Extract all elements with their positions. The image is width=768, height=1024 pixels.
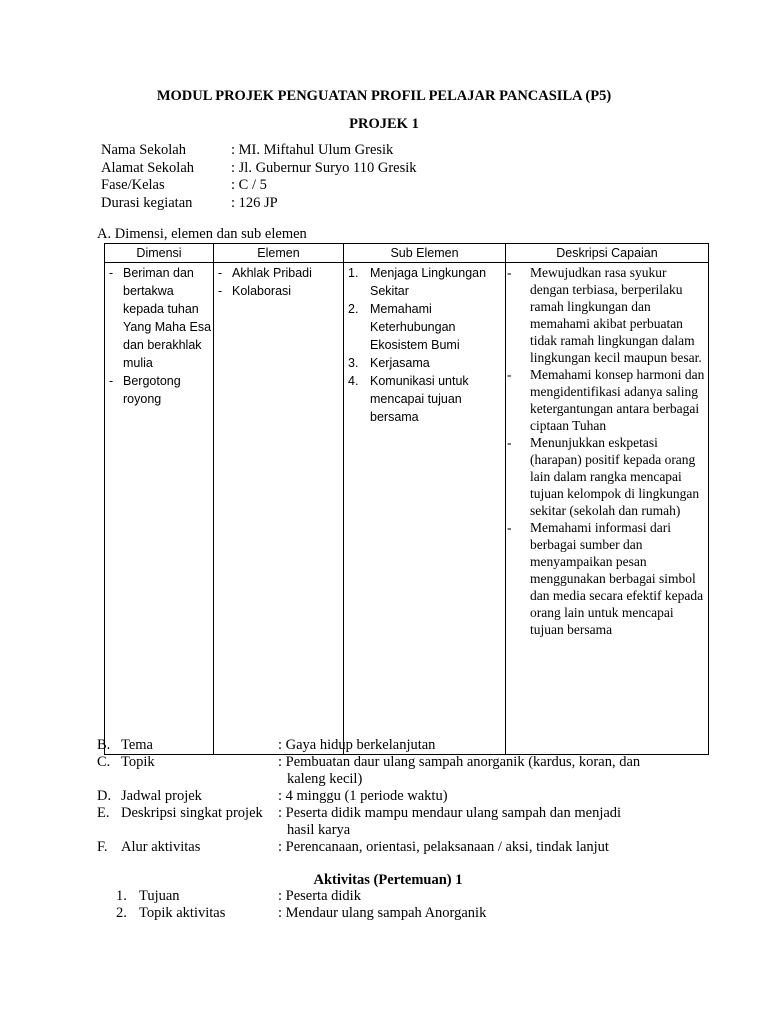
list-item: - Akhlak Pribadi [214,264,343,282]
header-sub-elemen: Sub Elemen [344,244,506,263]
item-number: 3. [348,356,359,370]
section-key: D. [97,788,112,804]
header-dimensi: Dimensi [105,244,214,263]
cell-dimensi [105,263,214,755]
section-label: Alur aktivitas [121,839,201,855]
section-label: Jadwal projek [121,788,202,804]
list-item: - Kolaborasi [214,282,343,300]
cell-elemen [214,263,344,755]
section-value-wrap [278,754,717,788]
list-item: - Memahami informasi dari berbagai sumber dan menyampaikan pesan menggunakan berbagai simbol dan media secara efektif kepada orang lain untuk mencapai tujuan bersama [506,519,708,638]
item-text: Menjaga Lingkungan Sekitar [370,266,487,298]
activity-value: : Peserta didik [278,888,361,904]
section-value: : Gaya hidup berkelanjutan [278,737,436,753]
info-label: Nama Sekolah [101,142,186,158]
cell-sub-elemen [344,263,506,755]
item-number: 4. [348,374,359,388]
info-value: : C / 5 [231,177,267,193]
activity-number: 1. [116,888,127,904]
info-row-school-address [101,160,621,178]
section-schedule [97,788,717,805]
section-value-wrap [278,805,717,839]
list-item: - Bergotong royong [105,372,213,408]
info-label: Fase/Kelas [101,177,165,193]
item-number: 2. [348,302,359,316]
list-item: - Beriman dan bertakwa kepada tuhan Yang Maha Esa dan berakhlak mulia [105,264,213,372]
info-value: : Jl. Gubernur Suryo 110 Gresik [231,159,417,176]
info-row-school-name [101,142,621,160]
section-a-heading: A. Dimensi, elemen dan sub elemen [97,226,307,242]
section-value-continued: kaleng kecil) [287,771,363,787]
section-activity-flow [97,839,717,856]
list-item [344,354,505,372]
info-value: : MI. Miftahul Ulum Gresik [231,142,394,158]
info-label: Durasi kegiatan [101,194,193,211]
dimension-table [104,243,709,755]
section-value-wrap [278,788,717,805]
section-value: : Perencanaan, orientasi, pelaksanaan / aksi, tindak lanjut [278,839,609,855]
header-elemen: Elemen [214,244,344,263]
section-label: Topik [121,754,155,770]
section-value-wrap [278,839,717,856]
activity-row [113,905,713,922]
activity-label: Topik aktivitas [139,905,226,921]
info-row-duration [101,195,621,213]
project-subtitle: PROJEK 1 [349,116,419,132]
section-key: F. [97,839,108,855]
table-header-row [105,244,709,263]
section-key: E. [97,805,110,821]
activity-row [113,888,713,905]
header-deskripsi-capaian: Deskripsi Capaian [506,244,709,263]
section-value: : 4 minggu (1 periode waktu) [278,788,448,804]
section-value-wrap [278,737,717,754]
activity-list [113,888,713,922]
item-text: Komunikasi untuk mencapai tujuan bersama [370,374,469,424]
activity-label: Tujuan [139,888,180,904]
cell-deskripsi [506,263,709,755]
item-text: Memahami Keterhubungan Ekosistem Bumi [370,302,460,352]
list-item: - Memahami konsep harmoni dan mengidentifikasi adanya saling ketergantungan antara berbagai ciptaan Tuhan [506,366,708,434]
school-info [101,142,621,212]
activity-value: : Mendaur ulang sampah Anorganik [278,905,487,921]
list-item [344,372,505,426]
list-item: - Mewujudkan rasa syukur dengan terbiasa, berperilaku ramah lingkungan dan memahami akibat perbuatan tidak ramah lingkungan dalam lingkungan kecil maupun besar. [506,264,708,366]
list-item [344,264,505,300]
section-value: : Pembuatan daur ulang sampah anorganik (kardus, koran, dan [278,754,641,770]
list-item [344,300,505,354]
activity-number: 2. [116,905,127,921]
project-sections [97,737,717,856]
section-label: Tema [121,737,153,753]
section-theme [97,737,717,754]
item-text: Kerjasama [370,356,430,370]
document-title: MODUL PROJEK PENGUATAN PROFIL PELAJAR PANCASILA (P5) [156,88,612,104]
section-value: : Peserta didik mampu mendaur ulang sampah dan menjadi [278,805,622,821]
section-description [97,805,717,839]
section-key: B. [97,737,111,753]
section-label: Deskripsi singkat projek [121,805,263,821]
info-value: : 126 JP [231,194,278,211]
section-topic [97,754,717,788]
section-key: C. [97,754,111,770]
info-label: Alamat Sekolah [101,159,195,176]
item-number: 1. [348,266,359,280]
list-item: - Menunjukkan eskpetasi (harapan) positif kepada orang lain dalam rangka mencapai tujuan kelompok di lingkungan sekitar (sekolah dan rumah) [506,434,708,519]
section-value-continued: hasil karya [287,822,351,838]
activity-title: Aktivitas (Pertemuan) 1 [313,872,463,888]
info-row-phase-class [101,177,621,195]
table-row [105,263,709,755]
